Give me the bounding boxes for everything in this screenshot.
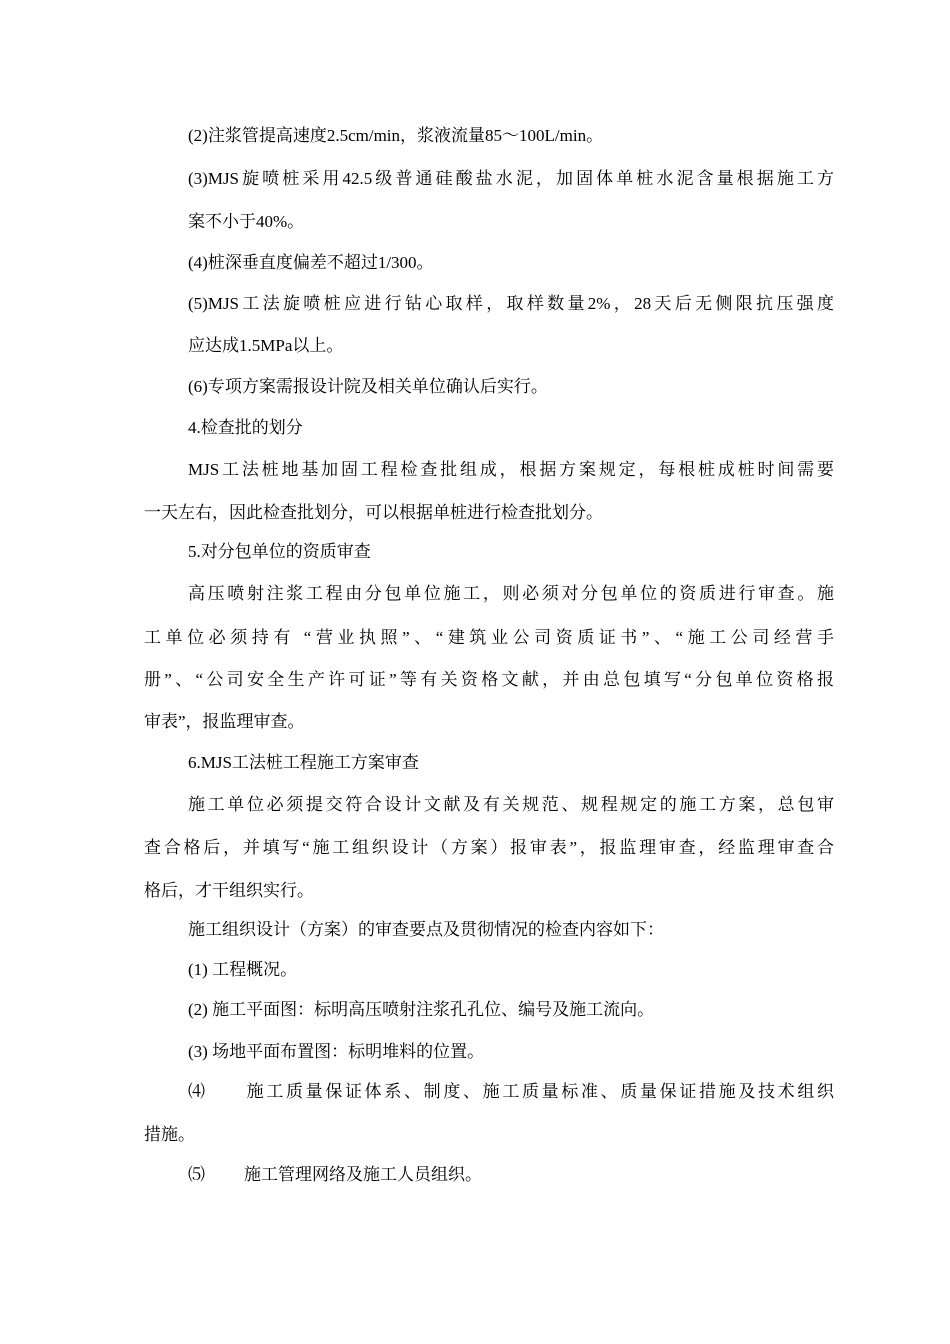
item-5-line-2: 应达成1.5MPa以上。: [188, 336, 344, 355]
section-6-body-line-2: 查合格后，并填写“施工组织设计（方案）报审表”，报监理审查，经监理审查合: [144, 838, 834, 857]
list-item-4-line-2: 措施。: [144, 1125, 195, 1144]
section-5-body-line-2: 工单位必须持有 “营业执照”、“建筑业公司资质证书”、“施工公司经营手: [144, 628, 834, 647]
section-4-body-line-2: 一天左右，因此检查批划分，可以根据单桩进行检查批划分。: [144, 503, 603, 522]
section-4-heading: 4.检查批的划分: [188, 418, 303, 437]
item-3-line-1: (3)MJS旋喷桩采用42.5级普通硅酸盐水泥，加固体单桩水泥含量根据施工方: [188, 169, 834, 188]
list-item-4-text: 施工质量保证体系、制度、施工质量标准、质量保证措施及技术组织: [244, 1082, 834, 1101]
section-5-body-line-1: 高压喷射注浆工程由分包单位施工，则必须对分包单位的资质进行审查。施: [188, 584, 834, 603]
list-item-4-number: ⑷: [188, 1082, 205, 1101]
item-5-line-1: (5)MJS工法旋喷桩应进行钻心取样，取样数量2%，28天后无侧限抗压强度: [188, 294, 834, 313]
item-3-line-2: 案不小于40%。: [188, 212, 305, 231]
section-6-body-line-1: 施工单位必须提交符合设计文献及有关规范、规程规定的施工方案，总包审: [188, 795, 834, 814]
list-item-1: (1) 工程概况。: [188, 960, 298, 979]
list-item-5-text: 施工管理网络及施工人员组织。: [244, 1165, 482, 1184]
section-6-intro: 施工组织设计（方案）的审查要点及贯彻情况的检查内容如下：: [188, 920, 664, 939]
section-5-body-line-3: 册”、“公司安全生产许可证”等有关资格文献，并由总包填写“分包单位资格报: [144, 670, 834, 689]
section-6-body-line-3: 格后，才干组织实行。: [144, 881, 314, 900]
list-item-4-line-1: [188, 1081, 834, 1103]
item-4: (4)桩深垂直度偏差不超过1/300。: [188, 253, 434, 272]
list-item-2: (2) 施工平面图：标明高压喷射注浆孔孔位、编号及施工流向。: [188, 1000, 655, 1019]
section-5-body-line-4: 审表”，报监理审查。: [144, 712, 305, 731]
list-item-5-number: ⑸: [188, 1165, 205, 1184]
section-5-heading: 5.对分包单位的资质审查: [188, 542, 371, 561]
section-4-body-line-1: MJS工法桩地基加固工程检查批组成，根据方案规定，每根桩成桩时间需要: [188, 460, 834, 479]
section-6-heading: 6.MJS工法桩工程施工方案审查: [188, 753, 419, 772]
list-item-3: (3) 场地平面布置图：标明堆料的位置。: [188, 1042, 485, 1061]
item-6: (6)专项方案需报设计院及相关单位确认后实行。: [188, 377, 548, 396]
list-item-5: [188, 1164, 834, 1186]
item-2: (2)注浆管提高速度2.5cm/min，浆液流量85～100L/min。: [188, 126, 604, 145]
